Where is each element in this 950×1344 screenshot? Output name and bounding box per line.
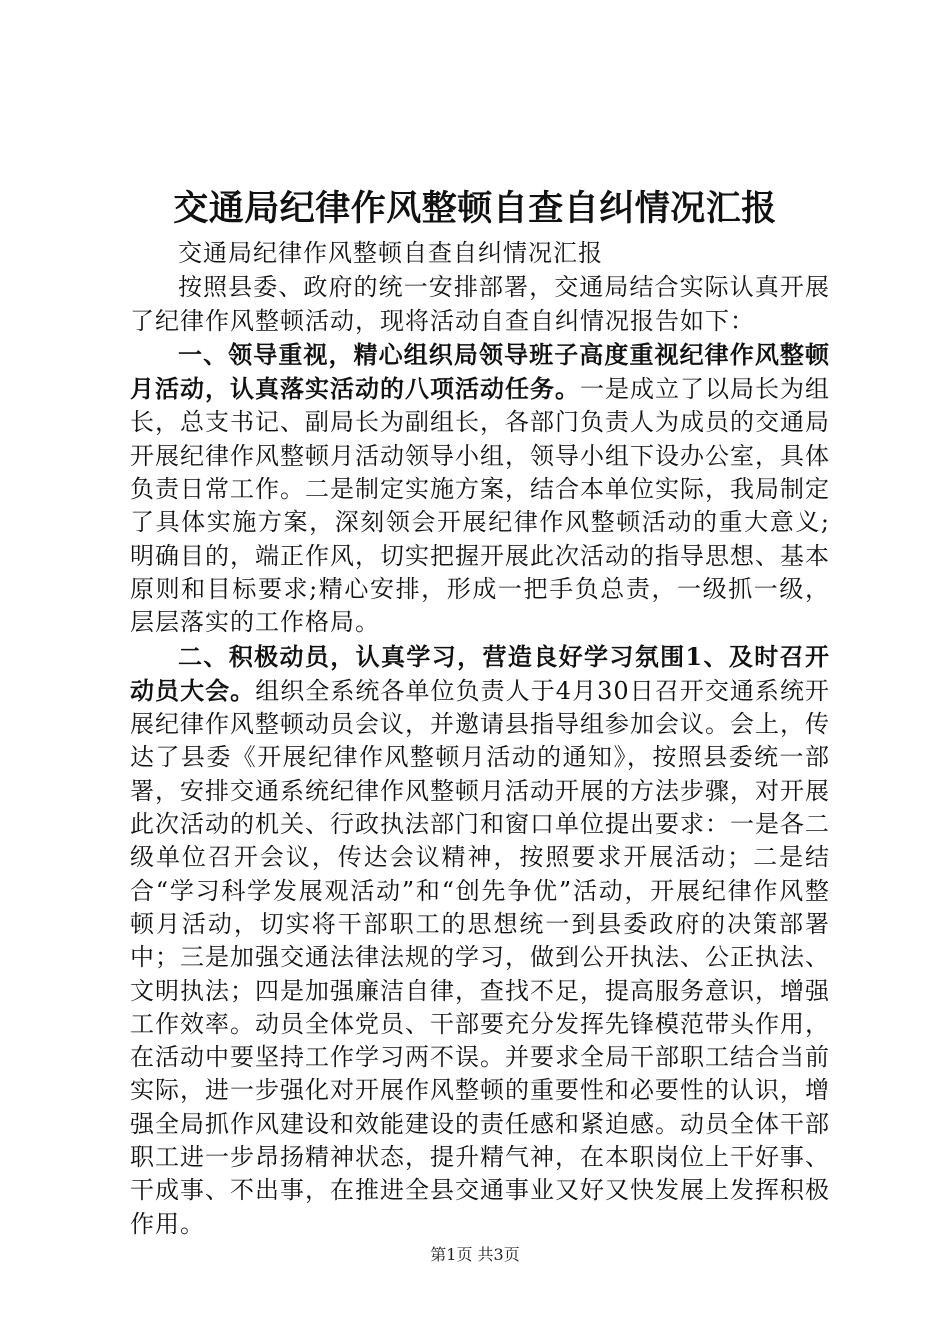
paragraph-section-2 <box>130 640 830 1241</box>
section-2-text: 组织全系统各单位负责人于4月30日召开交通系统开展纪律作风整顿动员会议，并邀请县指导组参加会议。会上，传达了县委《开展纪律作风整顿月活动的通知》，按照县委统一部署，安排交通系统纪律作风整顿月活动开展的方法步骤，对开展此次活动的机关、行政执法部门和窗口单位提出要求：一是各二级单位召开会议，传达会议精神，按照要求开展活动；二是结合“学习科学发展观活动”和“创先争优”活动，开展纪律作风整顿月活动，切实将干部职工的思想统一到县委政府的决策部署中；三是加强交通法律法规的学习，做到公开执法、公正执法、文明执法；四是加强廉洁自律，查找不足，提高服务意识，增强工作效率。动员全体党员、干部要充分发挥先锋模范带头作用，在活动中要坚持工作学习两不误。并要求全局干部职工结合当前实际，进一步强化对开展作风整顿的重要性和必要性的认识，增强全局抓作风建设和效能建设的责任感和紧迫感。动员全体干部职工进一步昂扬精神状态，提升精气神，在本职岗位上干好事、干成事、不出事，在推进全县交通事业又好又快发展上发挥积极作用。 <box>130 676 831 1238</box>
section-2-heading: 二、积极动员，认真学习，营造良好学习氛围1、及时召开动员大会。 <box>130 641 830 705</box>
section-1-heading: 一、领导重视，精心组织局领导班子高度重视纪律作风整顿月活动，认真落实活动的八项活动任务。 <box>130 339 830 404</box>
paragraph-subtitle <box>130 236 830 270</box>
section-1-text: 一是成立了以局长为组长，总支书记、副局长为副组长，各部门负责人为成员的交通局开展纪律作风整顿月活动领导小组，领导小组下设办公室，具体负责日常工作。二是制定实施方案，结合本单位实际，我局制定了具体实施方案，深刻领会开展纪律作风整顿活动的重大意义;明确目的，端正作风，切实把握开展此次活动的指导思想、基本原则和目标要求;精心安排，形成一把手负总责，一级抓一级，层层落实的工作格局。 <box>130 375 830 637</box>
paragraph-text: 交通局纪律作风整顿自查自纠情况汇报 <box>178 239 603 267</box>
document-title: 交通局纪律作风整顿自查自纠情况汇报 <box>173 189 777 229</box>
paragraph-section-1 <box>130 338 830 640</box>
document-body <box>130 236 830 1241</box>
paragraph-text: 按照县委、政府的统一安排部署，交通局结合实际认真开展了纪律作风整顿活动，现将活动自查自纠情况报告如下： <box>130 273 830 335</box>
page-footer: 第1页 共3页 <box>430 1245 520 1264</box>
paragraph-intro <box>130 270 830 338</box>
